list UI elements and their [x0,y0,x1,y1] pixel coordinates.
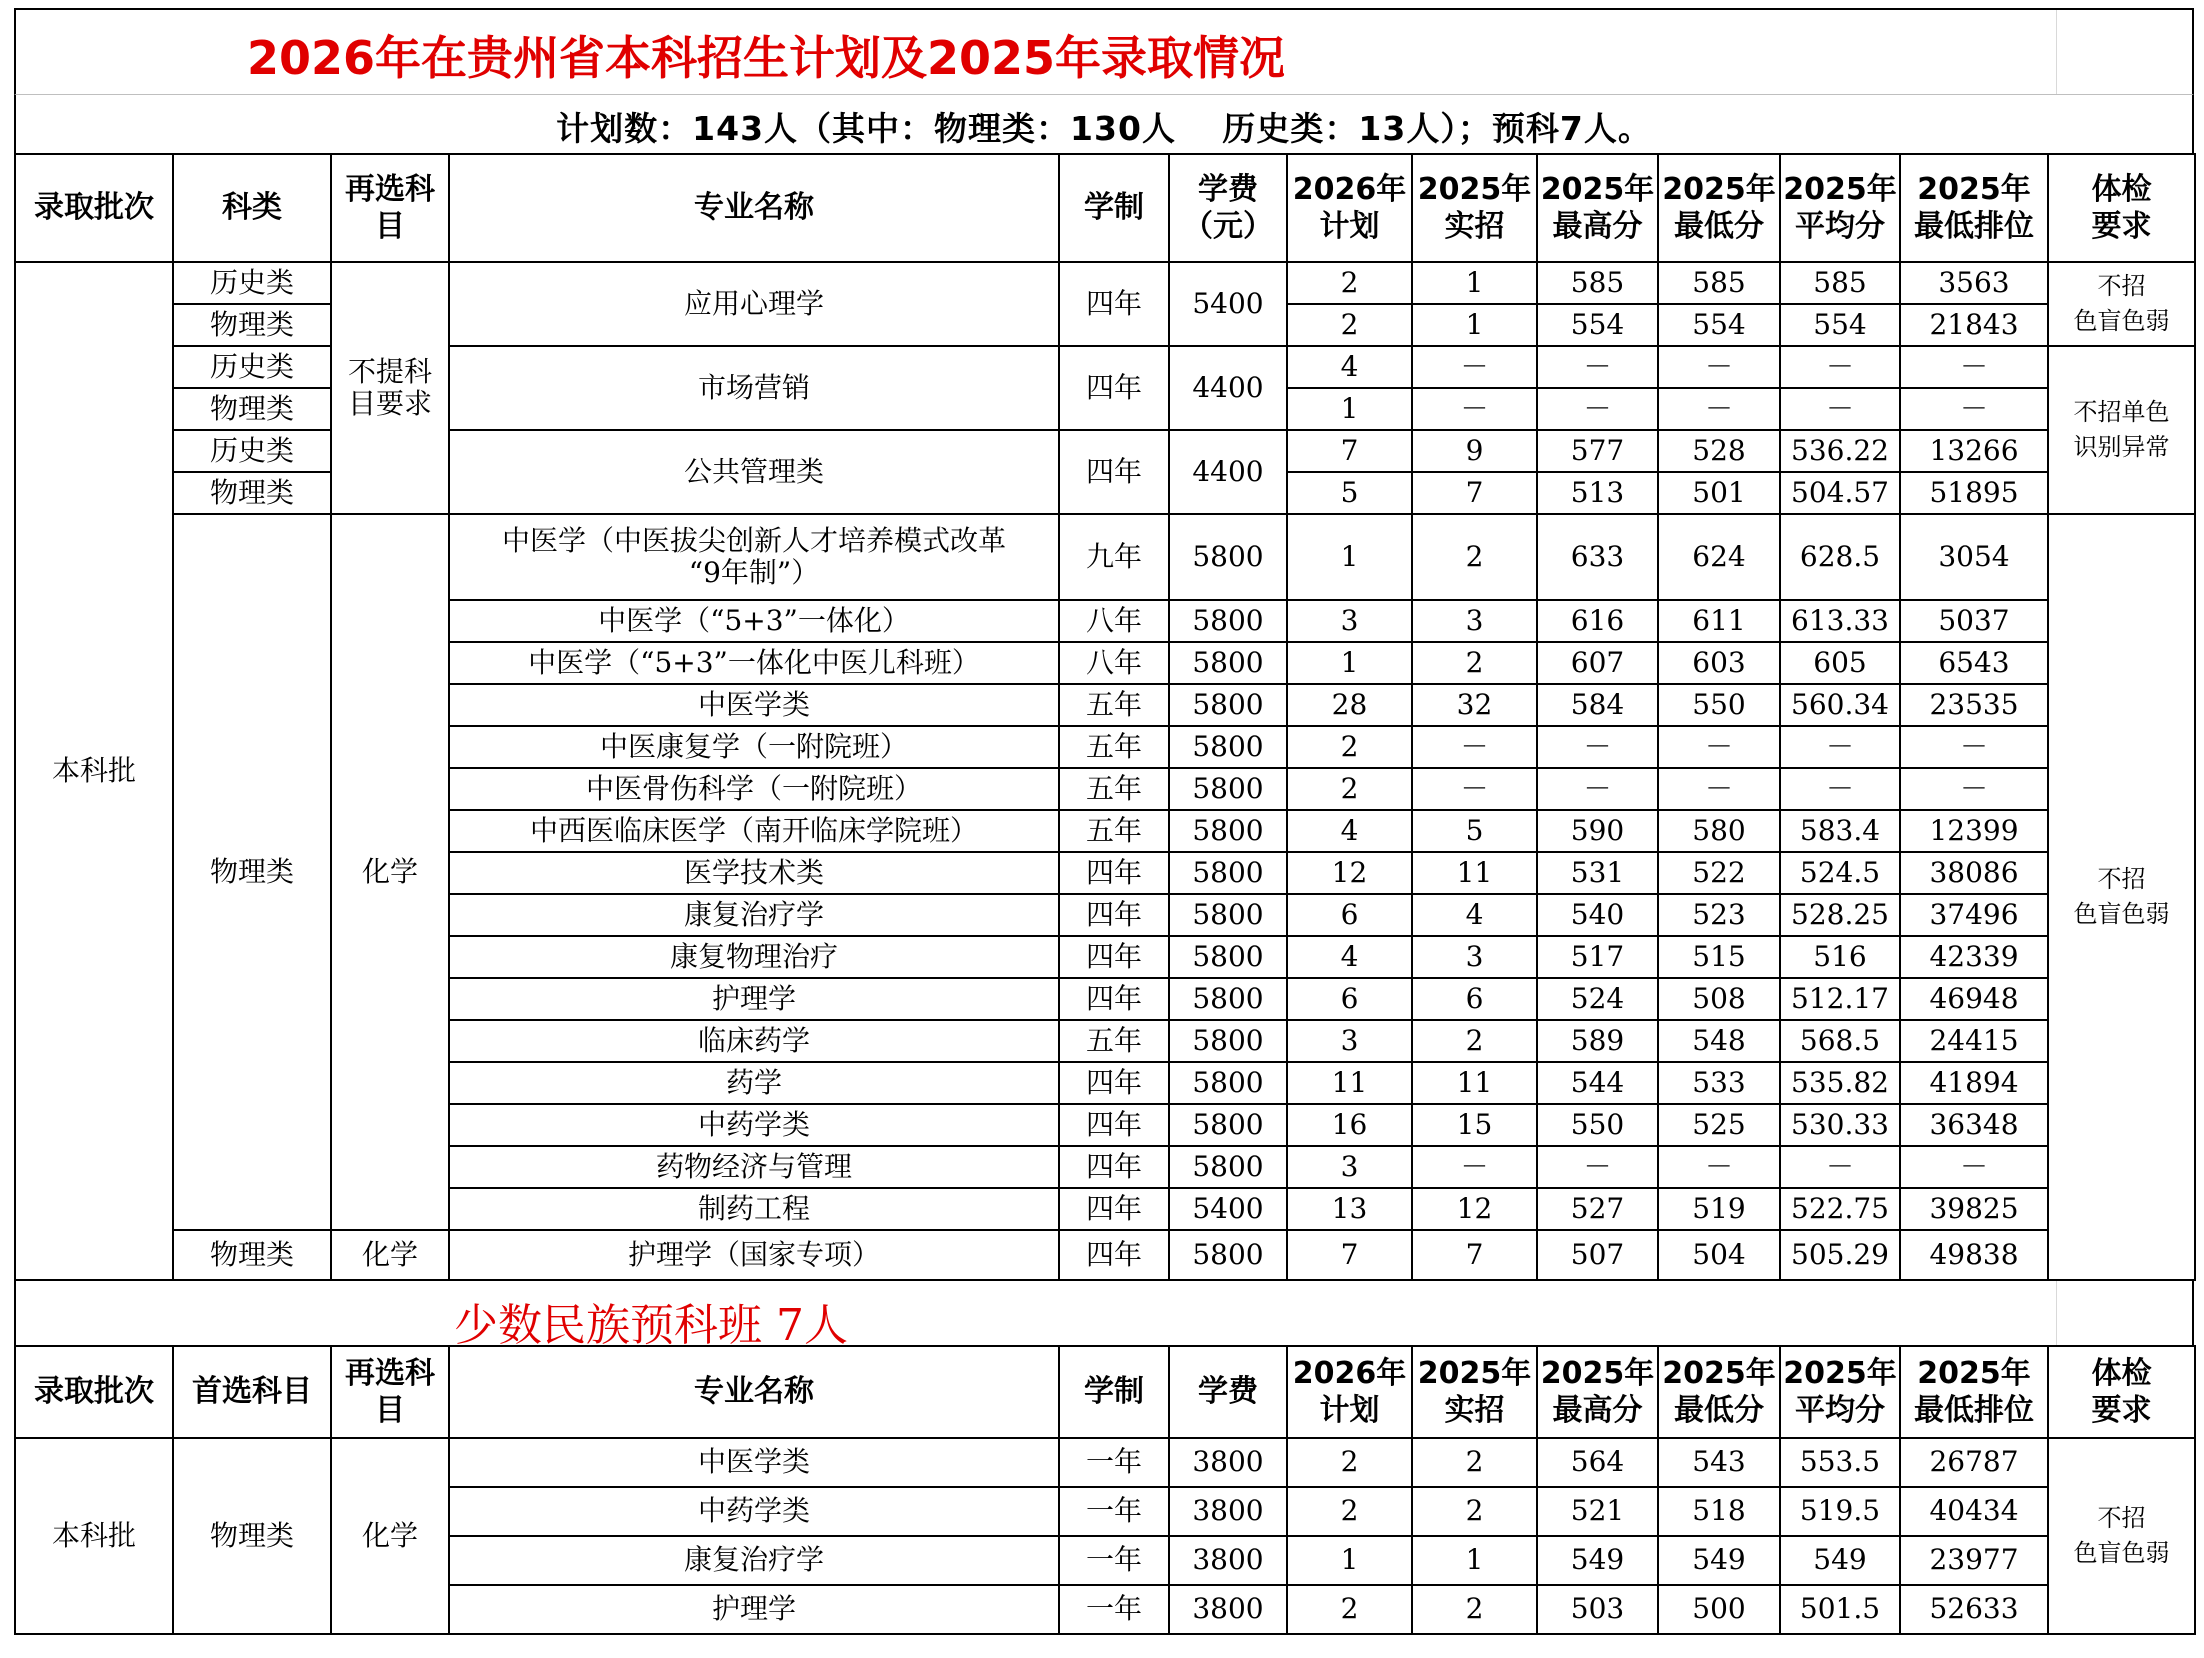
col-header-fee: 学费 （元） [1169,154,1287,262]
min-score-cell: 548 [1658,1020,1780,1062]
major-cell: 应用心理学 [449,262,1059,346]
avg-score-cell: 605 [1780,642,1900,684]
max-score-cell: － [1537,388,1658,430]
min-score-cell: 515 [1658,936,1780,978]
fee-cell: 5800 [1169,768,1287,810]
rank-cell: 13266 [1900,430,2048,472]
rank-cell: － [1900,388,2048,430]
major-cell: 护理学 [449,978,1059,1020]
avg-score-cell: － [1780,346,1900,388]
avg-score-cell: 504.57 [1780,472,1900,514]
category-cell: 历史类 [173,346,331,388]
fee-cell: 3800 [1169,1585,1287,1634]
reselect-cell: 化学 [331,1438,449,1634]
avg-score-cell: 554 [1780,304,1900,346]
max-score-cell: － [1537,768,1658,810]
plan-cell: 13 [1287,1188,1412,1230]
duration-cell: 五年 [1059,768,1169,810]
actual-cell: 32 [1412,684,1537,726]
max-score-cell: 589 [1537,1020,1658,1062]
actual-cell: 11 [1412,1062,1537,1104]
fee-cell: 3800 [1169,1438,1287,1487]
fee-cell: 5800 [1169,1230,1287,1280]
header-row [15,1346,2195,1438]
actual-cell: 7 [1412,1230,1537,1280]
plan-cell: 4 [1287,936,1412,978]
avg-score-cell: 528.25 [1780,894,1900,936]
avg-score-cell: － [1780,1146,1900,1188]
avg-score-cell: 628.5 [1780,514,1900,600]
rank-cell: 37496 [1900,894,2048,936]
category-cell: 物理类 [173,304,331,346]
exam-requirement-cell: 不招 色盲色弱 [2048,262,2195,346]
actual-cell: 3 [1412,600,1537,642]
col-header-avg: 2025年 平均分 [1780,154,1900,262]
avg-score-cell: 524.5 [1780,852,1900,894]
col-header-max: 2025年 最高分 [1537,1346,1658,1438]
fee-cell: 5800 [1169,1146,1287,1188]
subtitle-row [14,94,2194,153]
plan-cell: 2 [1287,1585,1412,1634]
duration-cell: 五年 [1059,684,1169,726]
duration-cell: 四年 [1059,894,1169,936]
avg-score-cell: 553.5 [1780,1438,1900,1487]
min-score-cell: 525 [1658,1104,1780,1146]
col-header-category: 科类 [173,154,331,262]
min-score-cell: － [1658,768,1780,810]
max-score-cell: 507 [1537,1230,1658,1280]
min-score-cell: 580 [1658,810,1780,852]
rank-cell: 26787 [1900,1438,2048,1487]
max-score-cell: 531 [1537,852,1658,894]
min-score-cell: 611 [1658,600,1780,642]
plan-cell: 7 [1287,430,1412,472]
major-cell: 公共管理类 [449,430,1059,514]
page-title: 2026年在贵州省本科招生计划及2025年录取情况 [246,31,1286,85]
actual-cell: 2 [1412,1487,1537,1536]
exam-requirement-cell: 不招 色盲色弱 [2048,514,2195,1280]
category-cell: 物理类 [173,514,331,1230]
min-score-cell: 522 [1658,852,1780,894]
avg-score-cell: 585 [1780,262,1900,304]
fee-cell: 5800 [1169,1020,1287,1062]
actual-cell: 2 [1412,1020,1537,1062]
min-score-cell: 549 [1658,1536,1780,1585]
rank-cell: 40434 [1900,1487,2048,1536]
col-header-exam: 体检 要求 [2048,1346,2195,1438]
min-score-cell: 501 [1658,472,1780,514]
fee-cell: 5400 [1169,1188,1287,1230]
actual-cell: 11 [1412,852,1537,894]
col-header-plan: 2026年 计划 [1287,154,1412,262]
actual-cell: 2 [1412,1438,1537,1487]
rank-cell: 38086 [1900,852,2048,894]
actual-cell: 2 [1412,642,1537,684]
actual-cell: 15 [1412,1104,1537,1146]
exam-requirement-cell: 不招 色盲色弱 [2048,1438,2195,1634]
plan-cell: 5 [1287,472,1412,514]
rank-cell: － [1900,1146,2048,1188]
reselect-cell: 化学 [331,514,449,1230]
rank-cell: 49838 [1900,1230,2048,1280]
gridline [2056,1281,2057,1345]
major-cell: 护理学 [449,1585,1059,1634]
major-cell: 康复物理治疗 [449,936,1059,978]
plan-cell: 12 [1287,852,1412,894]
max-score-cell: 527 [1537,1188,1658,1230]
col-header-reselect: 再选科 目 [331,154,449,262]
avg-score-cell: 522.75 [1780,1188,1900,1230]
plan-cell: 1 [1287,514,1412,600]
major-cell: 中医骨伤科学（一附院班） [449,768,1059,810]
fee-cell: 5800 [1169,978,1287,1020]
plan-cell: 16 [1287,1104,1412,1146]
rank-cell: 24415 [1900,1020,2048,1062]
col-header-actual: 2025年 实招 [1412,154,1537,262]
category-cell: 物理类 [173,388,331,430]
rank-cell: 12399 [1900,810,2048,852]
min-score-cell: 504 [1658,1230,1780,1280]
duration-cell: 八年 [1059,600,1169,642]
plan-cell: 4 [1287,346,1412,388]
rank-cell: 41894 [1900,1062,2048,1104]
fee-cell: 5800 [1169,810,1287,852]
avg-score-cell: 583.4 [1780,810,1900,852]
min-score-cell: 624 [1658,514,1780,600]
col-header-major: 专业名称 [449,1346,1059,1438]
rank-cell: 23977 [1900,1536,2048,1585]
avg-score-cell: 530.33 [1780,1104,1900,1146]
plan-cell: 1 [1287,388,1412,430]
actual-cell: － [1412,768,1537,810]
min-score-cell: 500 [1658,1585,1780,1634]
actual-cell: 1 [1412,262,1537,304]
plan-cell: 2 [1287,262,1412,304]
rank-cell: 39825 [1900,1188,2048,1230]
major-cell: 药物经济与管理 [449,1146,1059,1188]
table-row [15,262,2195,304]
max-score-cell: 549 [1537,1536,1658,1585]
duration-cell: 四年 [1059,1188,1169,1230]
fee-cell: 4400 [1169,346,1287,430]
avg-score-cell: － [1780,768,1900,810]
duration-cell: 一年 [1059,1487,1169,1536]
category-cell: 物理类 [173,472,331,514]
main-table [14,153,2196,1281]
col-header-exam: 体检 要求 [2048,154,2195,262]
min-score-cell: 585 [1658,262,1780,304]
batch-cell: 本科批 [15,262,173,1280]
plan-cell: 3 [1287,600,1412,642]
min-score-cell: 523 [1658,894,1780,936]
fee-cell: 5800 [1169,1062,1287,1104]
max-score-cell: 554 [1537,304,1658,346]
major-cell: 中医学（中医拔尖创新人才培养模式改革 “9年制”） [449,514,1059,600]
major-cell: 制药工程 [449,1188,1059,1230]
plan-cell: 2 [1287,768,1412,810]
rank-cell: － [1900,768,2048,810]
avg-score-cell: 505.29 [1780,1230,1900,1280]
reselect-cell: 化学 [331,1230,449,1280]
actual-cell: 12 [1412,1188,1537,1230]
rank-cell: 21843 [1900,304,2048,346]
plan-cell: 4 [1287,810,1412,852]
major-cell: 康复治疗学 [449,894,1059,936]
header-row [15,154,2195,262]
actual-cell: 9 [1412,430,1537,472]
max-score-cell: 584 [1537,684,1658,726]
fee-cell: 5800 [1169,936,1287,978]
max-score-cell: 540 [1537,894,1658,936]
duration-cell: 八年 [1059,642,1169,684]
actual-cell: 4 [1412,894,1537,936]
rank-cell: 36348 [1900,1104,2048,1146]
avg-score-cell: 560.34 [1780,684,1900,726]
col-header-reselect: 再选科 目 [331,1346,449,1438]
major-cell: 中药学类 [449,1104,1059,1146]
min-score-cell: － [1658,388,1780,430]
rank-cell: 46948 [1900,978,2048,1020]
duration-cell: 四年 [1059,262,1169,346]
min-score-cell: － [1658,346,1780,388]
avg-score-cell: 568.5 [1780,1020,1900,1062]
min-score-cell: 603 [1658,642,1780,684]
plan-summary: 计划数：143人（其中：物理类：130人 历史类：13人）；预科7人。 [556,109,1652,148]
avg-score-cell: 501.5 [1780,1585,1900,1634]
actual-cell: 2 [1412,1585,1537,1634]
title-row [14,8,2194,94]
min-score-cell: 519 [1658,1188,1780,1230]
fee-cell: 4400 [1169,430,1287,514]
duration-cell: 四年 [1059,1146,1169,1188]
actual-cell: 6 [1412,978,1537,1020]
rank-cell: － [1900,346,2048,388]
plan-cell: 2 [1287,1487,1412,1536]
col-header-duration: 学制 [1059,1346,1169,1438]
major-cell: 医学技术类 [449,852,1059,894]
max-score-cell: 607 [1537,642,1658,684]
prep-table [14,1345,2196,1635]
fee-cell: 5800 [1169,642,1287,684]
col-header-min: 2025年 最低分 [1658,154,1780,262]
col-header-batch: 录取批次 [15,1346,173,1438]
actual-cell: － [1412,388,1537,430]
rank-cell: 52633 [1900,1585,2048,1634]
max-score-cell: － [1537,346,1658,388]
max-score-cell: 513 [1537,472,1658,514]
plan-cell: 1 [1287,642,1412,684]
duration-cell: 一年 [1059,1585,1169,1634]
duration-cell: 一年 [1059,1536,1169,1585]
max-score-cell: 544 [1537,1062,1658,1104]
actual-cell: 1 [1412,304,1537,346]
major-cell: 护理学（国家专项） [449,1230,1059,1280]
category-cell: 历史类 [173,430,331,472]
max-score-cell: 517 [1537,936,1658,978]
batch-cell: 本科批 [15,1438,173,1634]
avg-score-cell: 519.5 [1780,1487,1900,1536]
fee-cell: 5800 [1169,600,1287,642]
max-score-cell: 503 [1537,1585,1658,1634]
min-score-cell: 508 [1658,978,1780,1020]
min-score-cell: － [1658,1146,1780,1188]
duration-cell: 四年 [1059,1230,1169,1280]
fee-cell: 3800 [1169,1536,1287,1585]
actual-cell: 3 [1412,936,1537,978]
max-score-cell: 564 [1537,1438,1658,1487]
rank-cell: 42339 [1900,936,2048,978]
avg-score-cell: 536.22 [1780,430,1900,472]
duration-cell: 五年 [1059,726,1169,768]
major-cell: 药学 [449,1062,1059,1104]
plan-cell: 6 [1287,978,1412,1020]
fee-cell: 5800 [1169,894,1287,936]
gridline [2056,10,2057,94]
actual-cell: 1 [1412,1536,1537,1585]
major-cell: 中药学类 [449,1487,1059,1536]
major-cell: 中医学类 [449,684,1059,726]
actual-cell: － [1412,726,1537,768]
min-score-cell: 543 [1658,1438,1780,1487]
rank-cell: 3563 [1900,262,2048,304]
plan-cell: 2 [1287,1438,1412,1487]
max-score-cell: 524 [1537,978,1658,1020]
col-header-avg: 2025年 平均分 [1780,1346,1900,1438]
actual-cell: － [1412,1146,1537,1188]
avg-score-cell: 512.17 [1780,978,1900,1020]
plan-cell: 2 [1287,304,1412,346]
plan-cell: 3 [1287,1020,1412,1062]
avg-score-cell: － [1780,388,1900,430]
min-score-cell: － [1658,726,1780,768]
avg-score-cell: 535.82 [1780,1062,1900,1104]
rank-cell: 23535 [1900,684,2048,726]
max-score-cell: － [1537,1146,1658,1188]
plan-cell: 28 [1287,684,1412,726]
category-cell: 历史类 [173,262,331,304]
max-score-cell: － [1537,726,1658,768]
table-row [15,1230,2195,1280]
prep-class-banner [14,1281,2194,1351]
actual-cell: － [1412,346,1537,388]
first-subject-cell: 物理类 [173,1438,331,1634]
major-cell: 中医学（“5+3”一体化中医儿科班） [449,642,1059,684]
col-header-major: 专业名称 [449,154,1059,262]
col-header-duration: 学制 [1059,154,1169,262]
actual-cell: 7 [1412,472,1537,514]
duration-cell: 四年 [1059,1104,1169,1146]
min-score-cell: 533 [1658,1062,1780,1104]
col-header-batch: 录取批次 [15,154,173,262]
avg-score-cell: 549 [1780,1536,1900,1585]
max-score-cell: 550 [1537,1104,1658,1146]
actual-cell: 2 [1412,514,1537,600]
avg-score-cell: 613.33 [1780,600,1900,642]
col-header-actual: 2025年 实招 [1412,1346,1537,1438]
spreadsheet [14,8,2194,1635]
min-score-cell: 550 [1658,684,1780,726]
fee-cell: 5800 [1169,852,1287,894]
avg-score-cell: 516 [1780,936,1900,978]
duration-cell: 四年 [1059,978,1169,1020]
duration-cell: 四年 [1059,936,1169,978]
rank-cell: － [1900,726,2048,768]
duration-cell: 一年 [1059,1438,1169,1487]
col-header-rank: 2025年 最低排位 [1900,1346,2048,1438]
major-cell: 临床药学 [449,1020,1059,1062]
major-cell: 市场营销 [449,346,1059,430]
major-cell: 中医康复学（一附院班） [449,726,1059,768]
table-row [15,1438,2195,1487]
duration-cell: 四年 [1059,346,1169,430]
plan-cell: 11 [1287,1062,1412,1104]
fee-cell: 5800 [1169,684,1287,726]
duration-cell: 五年 [1059,810,1169,852]
plan-cell: 7 [1287,1230,1412,1280]
col-header-min: 2025年 最低分 [1658,1346,1780,1438]
fee-cell: 5800 [1169,1104,1287,1146]
duration-cell: 四年 [1059,430,1169,514]
rank-cell: 51895 [1900,472,2048,514]
col-header-first-subject: 首选科目 [173,1346,331,1438]
major-cell: 康复治疗学 [449,1536,1059,1585]
max-score-cell: 616 [1537,600,1658,642]
plan-cell: 1 [1287,1536,1412,1585]
plan-cell: 3 [1287,1146,1412,1188]
fee-cell: 5400 [1169,262,1287,346]
reselect-cell: 不提科 目要求 [331,262,449,514]
fee-cell: 5800 [1169,514,1287,600]
category-cell: 物理类 [173,1230,331,1280]
actual-cell: 5 [1412,810,1537,852]
col-header-max: 2025年 最高分 [1537,154,1658,262]
exam-requirement-cell: 不招单色 识别异常 [2048,346,2195,514]
fee-cell: 5800 [1169,726,1287,768]
max-score-cell: 633 [1537,514,1658,600]
major-cell: 中医学（“5+3”一体化） [449,600,1059,642]
col-header-plan: 2026年 计划 [1287,1346,1412,1438]
min-score-cell: 518 [1658,1487,1780,1536]
min-score-cell: 528 [1658,430,1780,472]
max-score-cell: 521 [1537,1487,1658,1536]
max-score-cell: 577 [1537,430,1658,472]
table-row [15,514,2195,600]
duration-cell: 九年 [1059,514,1169,600]
major-cell: 中西医临床医学（南开临床学院班） [449,810,1059,852]
col-header-rank: 2025年 最低排位 [1900,154,2048,262]
duration-cell: 四年 [1059,1062,1169,1104]
col-header-fee: 学费 [1169,1346,1287,1438]
max-score-cell: 585 [1537,262,1658,304]
avg-score-cell: － [1780,726,1900,768]
plan-cell: 2 [1287,726,1412,768]
prep-class-title: 少数民族预科班 7人 [454,1300,848,1351]
plan-cell: 6 [1287,894,1412,936]
rank-cell: 5037 [1900,600,2048,642]
duration-cell: 五年 [1059,1020,1169,1062]
max-score-cell: 590 [1537,810,1658,852]
rank-cell: 3054 [1900,514,2048,600]
fee-cell: 3800 [1169,1487,1287,1536]
min-score-cell: 554 [1658,304,1780,346]
rank-cell: 6543 [1900,642,2048,684]
major-cell: 中医学类 [449,1438,1059,1487]
duration-cell: 四年 [1059,852,1169,894]
